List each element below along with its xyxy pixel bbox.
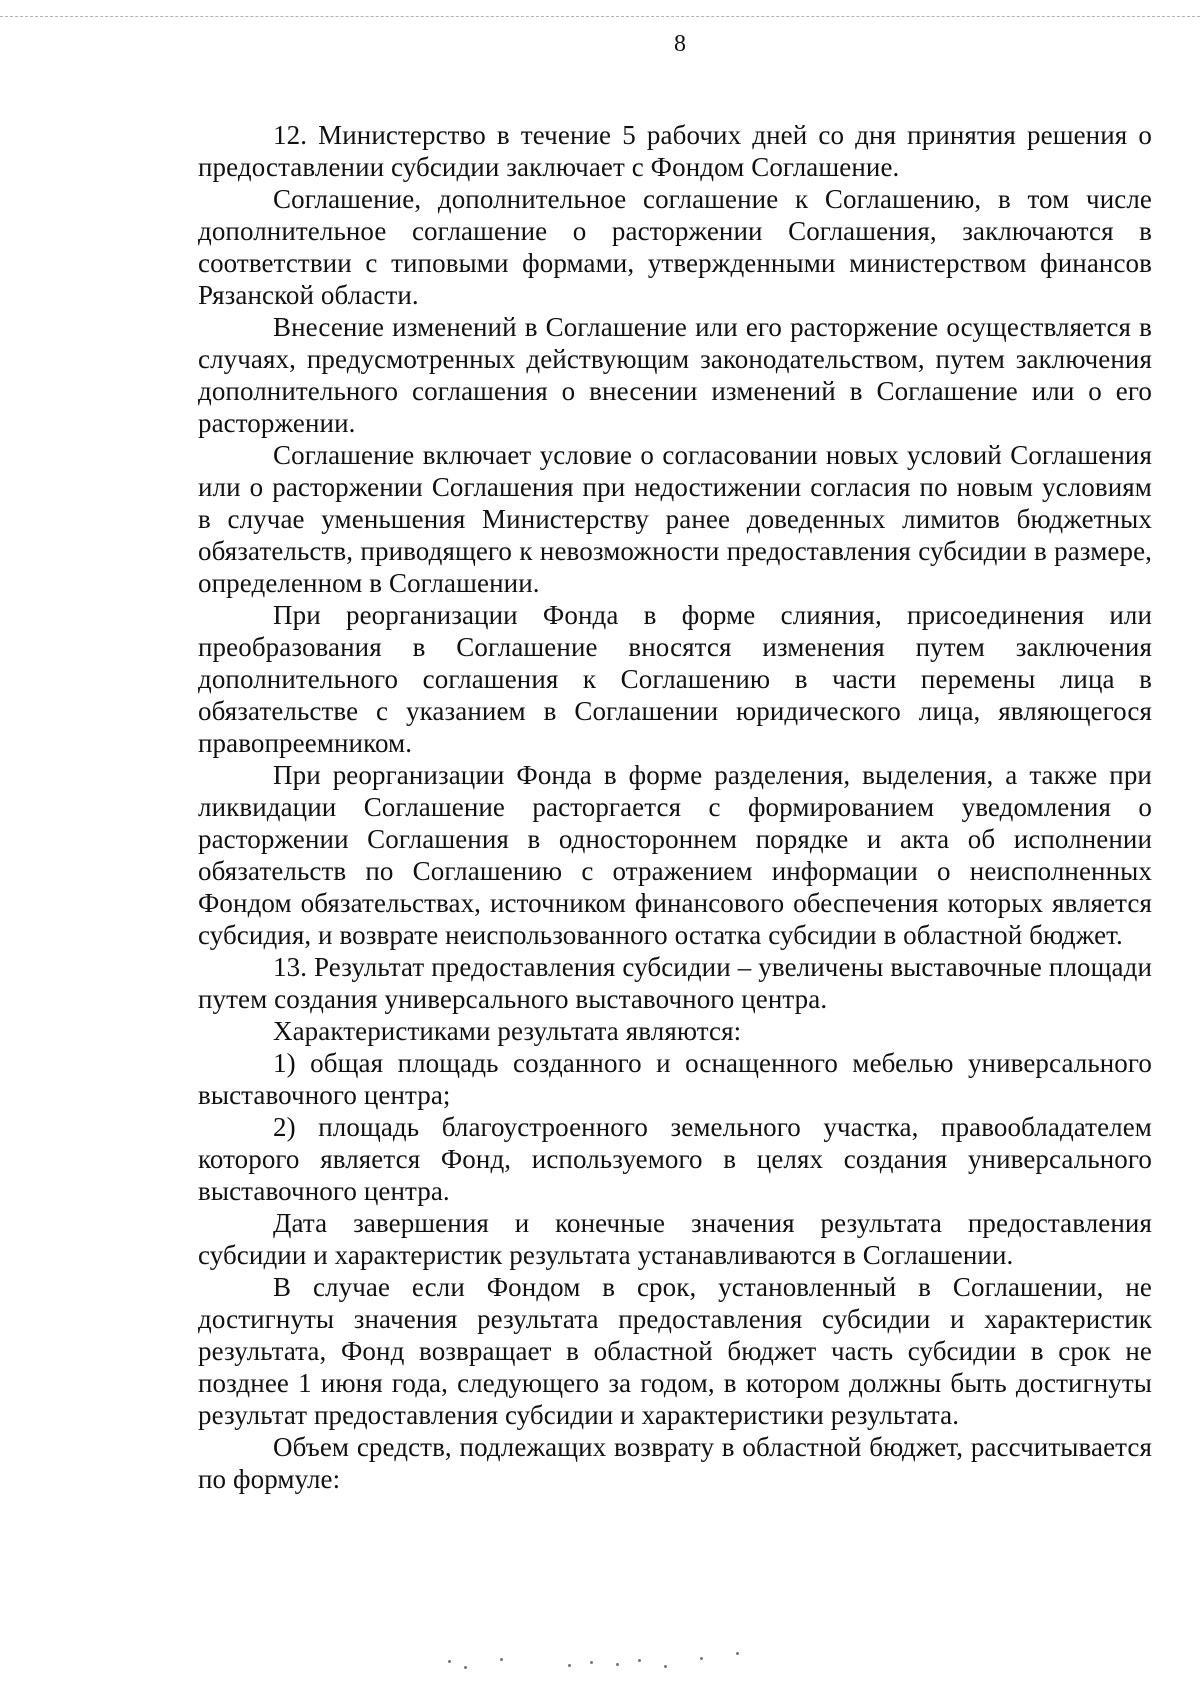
paragraph-6: При реорганизации Фонда в форме разделения, выделения, а также при ликвидации Соглашение расторгается с формированием уведомления о расторжении Соглашения в одностороннем порядке и акта об исполнении обязательств по Соглашению с отражением информации о неисполненных Фондом обязательствах, источником финансового обеспечения которых является субсидия, и возврате неиспользованного остатка субсидии в областной бюджет. [198, 760, 1152, 950]
paragraph-7: 13. Результат предоставления субсидии – увеличены выставочные площади путем создания универсального выставочного центра. [198, 952, 1152, 1014]
paragraph-11: Дата завершения и конечные значения результата предоставления субсидии и характеристик результата устанавливаются в Соглашении. [198, 1208, 1152, 1270]
scan-artifact [440, 1652, 820, 1674]
paragraph-13: Объем средств, подлежащих возврату в областной бюджет, рассчитывается по формуле: [198, 1432, 1152, 1494]
paragraph-1: 12. Министерство в течение 5 рабочих дней со дня принятия решения о предоставлении субсидии заключает с Фондом Соглашение. [198, 120, 1152, 182]
paragraph-3: Внесение изменений в Соглашение или его расторжение осуществляется в случаях, предусмотренных действующим законодательством, путем заключения дополнительного соглашения о внесении изменений в Соглашение или о его расторжении. [198, 312, 1152, 438]
paragraph-12: В случае если Фондом в срок, установленный в Соглашении, не достигнуты значения результата предоставления субсидии и характеристик результата, Фонд возвращает в областной бюджет часть субсидии в срок не позднее 1 июня года, следующего за годом, в котором должны быть достигнуты результат предоставления субсидии и характеристики результата. [198, 1272, 1152, 1430]
paragraph-10: 2) площадь благоустроенного земельного участка, правообладателем которого является Фонд, используемого в целях создания универсального выставочного центра. [198, 1112, 1152, 1206]
paragraph-2: Соглашение, дополнительное соглашение к Соглашению, в том числе дополнительное соглашение о расторжении Соглашения, заключаются в соответствии с типовыми формами, утвержденными министерством финансов Рязанской области. [198, 184, 1152, 310]
paragraph-4: Соглашение включает условие о согласовании новых условий Соглашения или о расторжении Соглашения при недостижении согласия по новым условиям в случае уменьшения Министерству ранее доведенных лимитов бюджетных обязательств, приводящего к невозможности предоставления субсидии в размере, определенном в Соглашении. [198, 440, 1152, 598]
paragraph-8: Характеристиками результата являются: [273, 1016, 742, 1046]
scan-top-edge [0, 16, 1200, 17]
paragraph-9: 1) общая площадь созданного и оснащенного мебелью универсального выставочного центра; [198, 1048, 1152, 1110]
page-number: 8 [674, 31, 686, 57]
document-body [198, 119, 1152, 1495]
paragraph-5: При реорганизации Фонда в форме слияния, присоединения или преобразования в Соглашение вносятся изменения путем заключения дополнительного соглашения к Соглашению в части перемены лица в обязательстве с указанием в Соглашении юридического лица, являющегося правопреемником. [198, 600, 1152, 758]
